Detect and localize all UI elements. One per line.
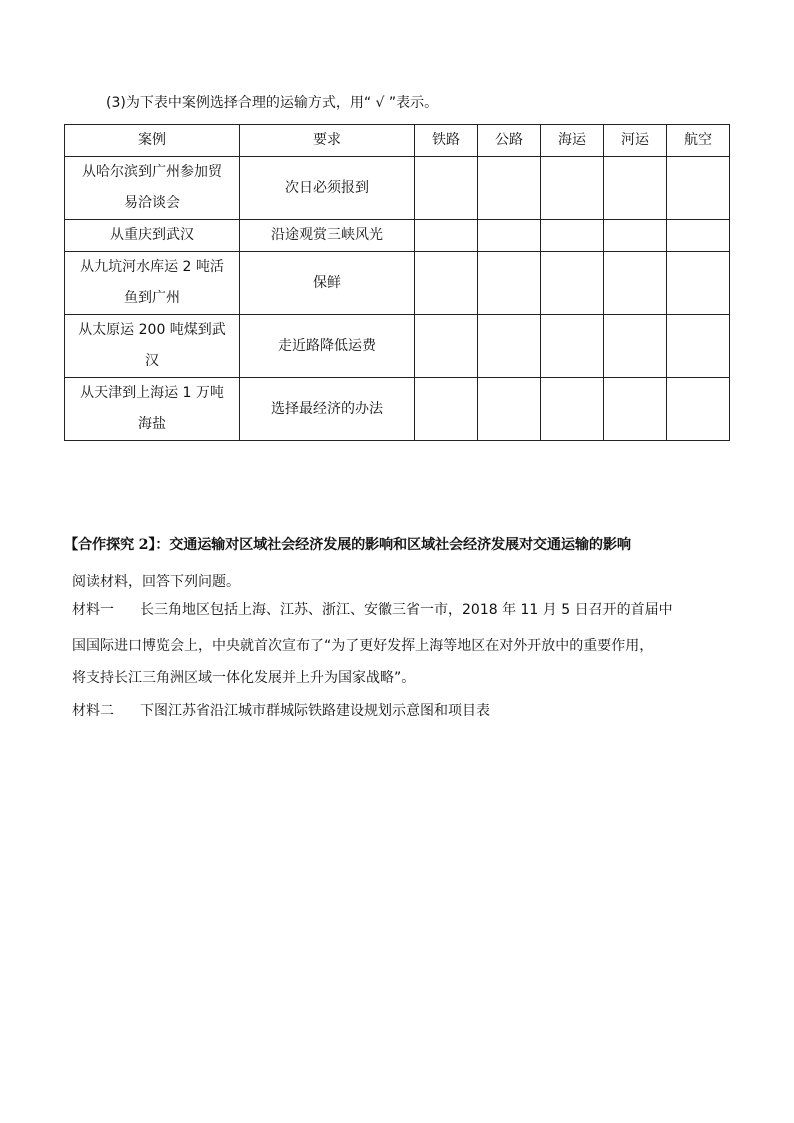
table-row <box>65 252 730 315</box>
answer-cell-air[interactable] <box>667 157 730 220</box>
case-line: 鱼到广州 <box>124 290 180 306</box>
header-air: 航空 <box>667 125 730 157</box>
answer-cell-air[interactable] <box>667 315 730 378</box>
case-line: 汉 <box>145 353 159 369</box>
answer-cell-railway[interactable] <box>415 252 478 315</box>
header-river: 河运 <box>604 125 667 157</box>
header-case: 案例 <box>65 125 240 157</box>
header-sea: 海运 <box>541 125 604 157</box>
answer-cell-air[interactable] <box>667 220 730 252</box>
answer-cell-railway[interactable] <box>415 220 478 252</box>
material-1-text: 长三角地区包括上海、江苏、浙江、安徽三省一市，2018 年 11 月 5 日召开的首届中 <box>140 602 673 618</box>
material-1-line-1 <box>72 596 673 624</box>
case-line: 从九坑河水库运 2 吨活 <box>80 259 224 275</box>
answer-cell-sea[interactable] <box>541 157 604 220</box>
answer-cell-sea[interactable] <box>541 378 604 441</box>
table-row <box>65 378 730 441</box>
answer-cell-air[interactable] <box>667 378 730 441</box>
answer-cell-highway[interactable] <box>478 378 541 441</box>
requirement-cell: 选择最经济的办法 <box>240 378 415 441</box>
case-line: 从天津到上海运 1 万吨 <box>80 385 224 401</box>
question-3-prompt: (3)为下表中案例选择合理的运输方式，用“ √ ”表示。 <box>106 95 439 111</box>
answer-cell-air[interactable] <box>667 252 730 315</box>
answer-cell-railway[interactable] <box>415 378 478 441</box>
answer-cell-highway[interactable] <box>478 220 541 252</box>
header-highway: 公路 <box>478 125 541 157</box>
requirement-cell: 次日必须报到 <box>240 157 415 220</box>
material-2-text: 下图江苏省沿江城市群城际铁路建设规划示意图和项目表 <box>140 703 490 719</box>
material-2-label: 材料二 <box>72 703 114 719</box>
case-cell <box>65 220 240 252</box>
table-row <box>65 220 730 252</box>
case-cell <box>65 157 240 220</box>
requirement-cell: 走近路降低运费 <box>240 315 415 378</box>
requirement-cell: 沿途观赏三峡风光 <box>240 220 415 252</box>
case-cell <box>65 315 240 378</box>
answer-cell-sea[interactable] <box>541 315 604 378</box>
case-line: 从哈尔滨到广州参加贸 <box>82 164 222 180</box>
answer-cell-highway[interactable] <box>478 157 541 220</box>
material-1-label: 材料一 <box>72 602 114 618</box>
answer-cell-highway[interactable] <box>478 315 541 378</box>
case-line: 从太原运 200 吨煤到武 <box>78 322 226 338</box>
header-railway: 铁路 <box>415 125 478 157</box>
answer-cell-railway[interactable] <box>415 157 478 220</box>
requirement-cell: 保鲜 <box>240 252 415 315</box>
table-row <box>65 315 730 378</box>
section-heading: 【合作探究 2】：交通运输对区域社会经济发展的影响和区域社会经济发展对交通运输的影响 <box>64 537 631 553</box>
material-1-line-3: 将支持长江三角洲区域一体化发展并上升为国家战略”。 <box>72 670 416 686</box>
material-2-line <box>72 697 490 725</box>
answer-cell-river[interactable] <box>604 378 667 441</box>
table-header-row <box>65 125 730 157</box>
intro-text: 阅读材料，回答下列问题。 <box>72 574 240 590</box>
transport-choice-table <box>64 124 730 441</box>
table-row <box>65 157 730 220</box>
answer-cell-railway[interactable] <box>415 315 478 378</box>
case-line: 易洽谈会 <box>124 195 180 211</box>
answer-cell-river[interactable] <box>604 315 667 378</box>
answer-cell-sea[interactable] <box>541 220 604 252</box>
case-cell <box>65 378 240 441</box>
case-line: 海盐 <box>138 416 166 432</box>
answer-cell-river[interactable] <box>604 220 667 252</box>
answer-cell-river[interactable] <box>604 157 667 220</box>
answer-cell-highway[interactable] <box>478 252 541 315</box>
header-requirement: 要求 <box>240 125 415 157</box>
answer-cell-river[interactable] <box>604 252 667 315</box>
case-cell <box>65 252 240 315</box>
case-line: 从重庆到武汉 <box>110 227 194 243</box>
answer-cell-sea[interactable] <box>541 252 604 315</box>
material-1-line-2: 国国际进口博览会上，中央就首次宣布了“为了更好发挥上海等地区在对外开放中的重要作用， <box>72 638 654 654</box>
